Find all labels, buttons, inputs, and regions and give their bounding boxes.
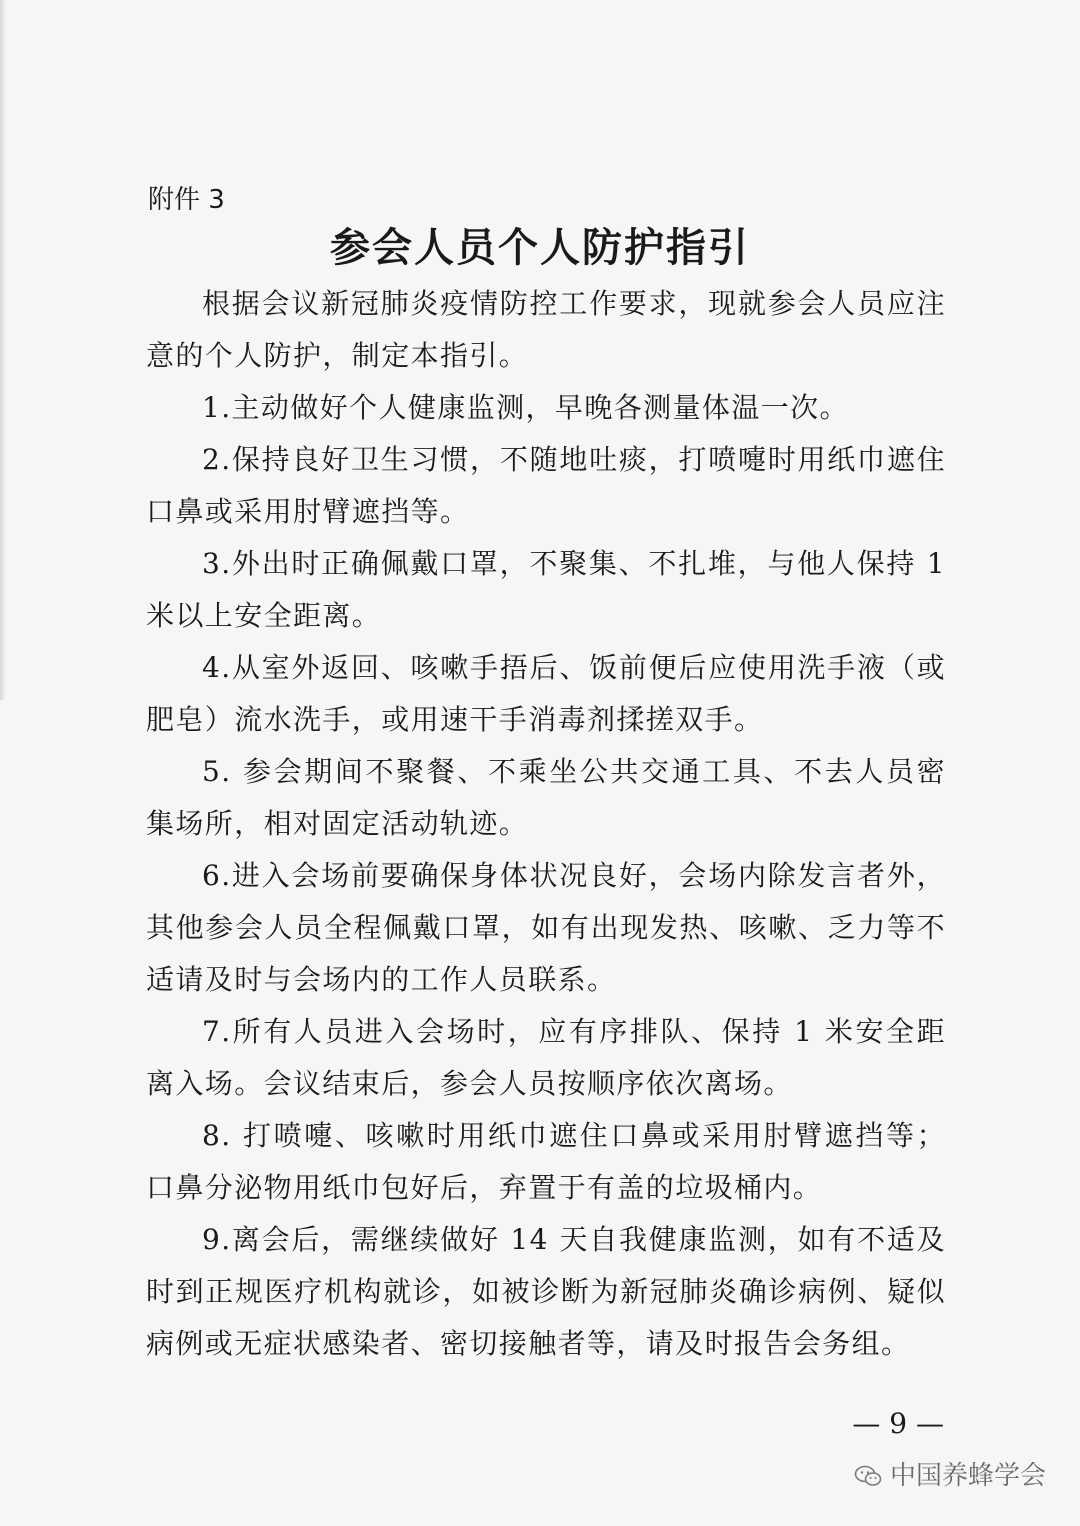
guideline-item-6: 6.进入会场前要确保身体状况良好，会场内除发言者外，其他参会人员全程佩戴口罩，如有出现发热、咳嗽、乏力等不适请及时与会场内的工作人员联系。 (146, 859, 946, 996)
guideline-item-1: 1.主动做好个人健康监测，早晚各测量体温一次。 (202, 391, 849, 424)
guideline-item-2: 2.保持良好卫生习惯，不随地吐痰，打喷嚏时用纸巾遮住口鼻或采用肘臂遮挡等。 (146, 443, 946, 528)
page-number: — 9 — (852, 1407, 944, 1440)
guideline-item-4: 4.从室外返回、咳嗽手捂后、饭前便后应使用洗手液（或肥皂）流水洗手，或用速干手消毒剂揉搓双手。 (146, 651, 946, 736)
guideline-item-9: 9.离会后，需继续做好 14 天自我健康监测，如有不适及时到正规医疗机构就诊，如被诊断为新冠肺炎确诊病例、疑似病例或无症状感染者、密切接触者等，请及时报告会务组。 (146, 1223, 946, 1360)
intro-paragraph: 根据会议新冠肺炎疫情防控工作要求，现就参会人员应注意的个人防护，制定本指引。 (146, 287, 946, 372)
attachment-label: 附件 3 (148, 185, 225, 215)
document-title: 参会人员个人防护指引 (330, 225, 750, 271)
scan-edge-shadow (0, 0, 6, 700)
guideline-item-3: 3.外出时正确佩戴口罩，不聚集、不扎堆，与他人保持 1 米以上安全距离。 (146, 547, 946, 632)
document-body (146, 278, 946, 1370)
guideline-item-8: 8. 打喷嚏、咳嗽时用纸巾遮住口鼻或采用肘臂遮挡等；口鼻分泌物用纸巾包好后，弃置于有盖的垃圾桶内。 (146, 1119, 946, 1204)
watermark-text: 中国养蜂学会 (889, 1461, 1046, 1491)
guideline-item-7: 7.所有人员进入会场时，应有序排队、保持 1 米安全距离入场。会议结束后，参会人员按顺序依次离场。 (146, 1015, 946, 1100)
wechat-icon (854, 1465, 882, 1487)
source-watermark (854, 1458, 1046, 1494)
guideline-item-5: 5. 参会期间不聚餐、不乘坐公共交通工具、不去人员密集场所，相对固定活动轨迹。 (146, 755, 946, 840)
